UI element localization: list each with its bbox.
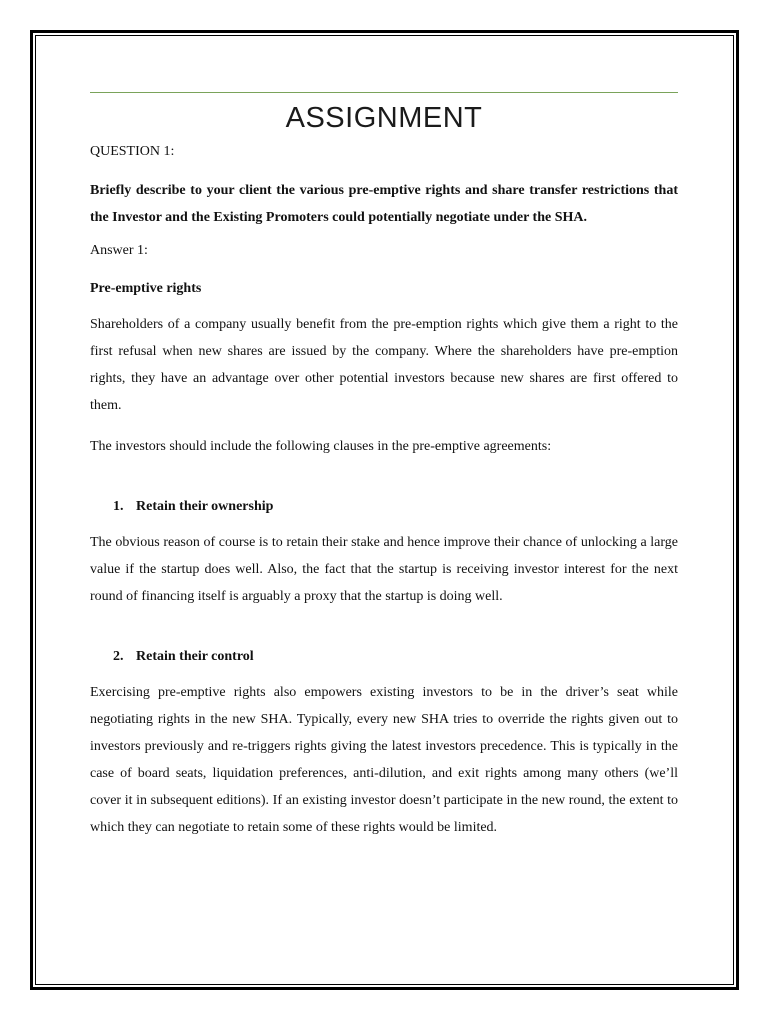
item-number: 1. <box>113 499 124 514</box>
answer-label: Answer 1: <box>90 243 148 258</box>
question-text: Briefly describe to your client the various pre-emptive rights and share transfer restrictions that the Investor and the Existing Promoters could potentially negotiate under the SHA. <box>90 183 678 225</box>
clauses-paragraph: The investors should include the following clauses in the pre-emptive agreements: <box>90 439 552 454</box>
section-heading-pre-emptive-rights: Pre-emptive rights <box>90 281 202 296</box>
document-content <box>90 80 678 841</box>
item-body-2: Exercising pre-emptive rights also empowers existing investors to be in the driver’s seat while negotiating rights in the new SHA. Typically, every new SHA tries to override the rights given out to investors previously and re-triggers rights giving the latest investors precedence. This is typically in the case of board seats, liquidation preferences, anti-dilution, and exit rights among many others (we’ll cover it in subsequent editions). If an existing investor doesn’t participate in the new round, the extent to which they can negotiate to retain some of these rights would be limited. <box>90 685 678 835</box>
numbered-heading-2 <box>90 648 678 666</box>
item-number: 2. <box>113 649 124 664</box>
item-body-1: The obvious reason of course is to retain their stake and hence improve their chance of unlocking a large value if the startup does well. Also, the fact that the startup is receiving investor interest for the next round of financing itself is arguably a proxy that the startup is doing well. <box>90 535 678 604</box>
title-rule <box>90 92 678 93</box>
intro-paragraph: Shareholders of a company usually benefit from the pre-emption rights which give them a right to the first refusal when new shares are issued by the company. Where the shareholders have pre-emption rights, they have an advantage over other potential investors because new shares are first offered to them. <box>90 317 678 413</box>
document-title: ASSIGNMENT <box>285 102 483 134</box>
numbered-heading-1 <box>90 498 678 516</box>
question-label: QUESTION 1: <box>90 144 175 159</box>
item-heading: Retain their ownership <box>136 499 274 514</box>
item-heading: Retain their control <box>136 649 254 664</box>
